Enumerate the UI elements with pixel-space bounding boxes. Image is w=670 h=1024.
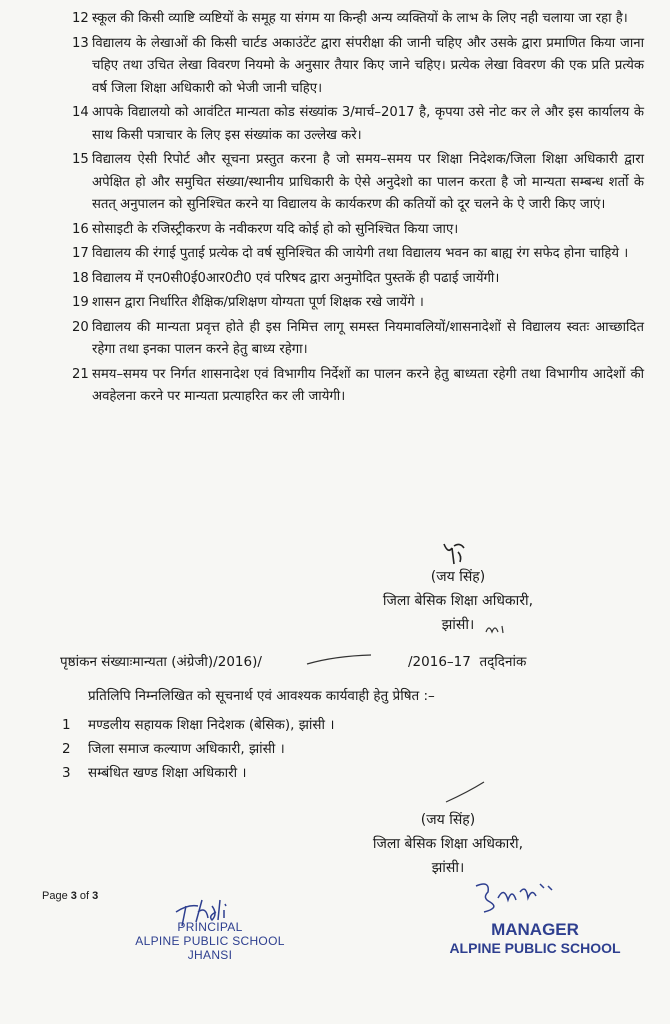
condition-text: शासन द्वारा निर्धारित शैक्षिक/प्रशिक्षण योग्यता पूर्ण शिक्षक रखे जायेंगे । [92,295,424,310]
condition-item [72,292,644,315]
signatory-name: (जय सिंह) [430,569,486,585]
condition-text: विद्यालय के लेखाओं की किसी चार्टड अकाउंटेंट द्वारा संपरीक्षा की जानी चहिए और उसके द्वारा प्रमाणित किया जाना चहिए तथा उचित लेखा विवरण नियमो के अनुसार तैयार किए जाने चहिए। प्रत्येक लेखा विवरण की एक प्रति प्रत्येक वर्ष जिला शिक्षा अधिकारी को भेजी जानी चहिए। [92,35,644,96]
conditions-list [72,8,644,411]
condition-number: 12 [72,11,89,26]
page-number: Page 3 of 3 [42,890,99,902]
condition-text: स्कूल की किसी व्याष्टि व्यष्टियों के समूह या संगम या किन्ही अन्य व्यक्तियों के लाभ के लिए नही चलाया जा रहा है। [92,11,628,26]
manager-stamp [440,920,630,958]
principal-stamp [110,920,310,962]
condition-item [72,268,644,291]
condition-text: सोसाइटी के रजिस्ट्रीकरण के नवीकरण यदि कोई हो को सुनिश्चित किया जाए। [92,221,459,237]
condition-text: विद्यालय में एन0सी0ई0आर0टी0 एवं परिषद द्वारा अनुमोदित पुस्तकें ही पढाई जायेंगी। [92,270,500,286]
condition-item [72,219,644,242]
condition-text: विद्यालय की रंगाई पुताई प्रत्येक दो वर्ष सुनिश्चित की जायेगी तथा विद्यालय भवन का बाह्य रंग सफेद होना चाहिये । [92,246,629,261]
stamp-title: MANAGER [491,920,579,939]
initial-mark-icon [484,622,508,636]
stamp-school: ALPINE PUBLIC SCHOOL [135,934,285,948]
condition-item [72,317,644,362]
condition-item [72,8,644,31]
stamp-school: ALPINE PUBLIC SCHOOL [449,940,621,956]
signatory-name: (जय सिंह) [420,812,476,828]
condition-number: 15 [72,152,89,167]
condition-text: समय–समय पर निर्गत शासनादेश एवं विभागीय निर्देशों का पालन करने हेतु बाध्यता रहेगी तथा विभागीय आदेशों की अवहेलना करने पर मान्यता प्रत्याहरित कर ली जायेगी। [92,366,644,404]
signatory-place: झांसी। [431,860,465,876]
condition-item [72,33,644,101]
copy-recipient: 3 सम्बंधित खण्ड शिक्षा अधिकारी । [62,765,247,781]
condition-text: विद्यालय ऐसी रिपोर्ट और सूचना प्रस्तुत करना है जो समय–समय पर शिक्षा निदेशक/जिला शिक्षा अधिकारी द्वारा अपेक्षित हो और समुचित संख्या/स्थानीय प्राधिकारी के ऐसे अनुदेशो का पालन करता है जो मान्यता सम्बन्ध शर्तो के सतत् अनुपालन को सुनिश्चित करने या विद्यालय के कार्यकरण की कतियों को दूर चलने के ऐ जारी किए जाएं। [92,152,644,212]
condition-number: 16 [72,221,89,237]
condition-text: विद्यालय की मान्यता प्रवृत्त होते ही इस निमित्त लागू समस्त नियमावलियों/शासनादेशों से विद्यालय स्वतः आच्छादित रहेगा तथा इनका पालन करने हेतु बाध्य रहेगा। [92,319,644,357]
condition-text: आपके विद्यालयो को आवंटित मान्यता कोड संख्यांक 3/मार्च–2017 है, कृपया उसे नोट कर ले और इस कार्यालय के साथ किसी पत्राचार के लिए इस संख्यांक का उल्लेख करे। [92,105,644,143]
signature-block-officer-copy [358,808,538,880]
condition-number: 21 [72,366,89,382]
stamp-title: PRINCIPAL [177,920,243,934]
handwritten-dash-icon [305,652,375,668]
condition-number: 13 [72,35,89,51]
copy-recipient: 1 मण्डलीय सहायक शिक्षा निदेशक (बेसिक), झांसी । [62,717,335,733]
signatory-designation: जिला बेसिक शिक्षा अधिकारी, [372,836,524,852]
signatory-designation: जिला बेसिक शिक्षा अधिकारी, [382,593,534,609]
manager-signature-icon [470,878,570,916]
copy-recipient: 2 जिला समाज कल्याण अधिकारी, झांसी । [62,741,285,757]
condition-number: 18 [72,270,89,286]
condition-item [72,364,644,409]
endorsement-reference: पृष्ठांकन संख्याःमान्यता (अंग्रेजी)/2016)/ [60,654,262,670]
condition-number: 17 [72,246,89,261]
signatory-place: झांसी। [441,617,475,633]
copy-intro: प्रतिलिपि निम्नलिखित को सूचनार्थ एवं आवश्यक कार्यवाही हेतु प्रेषित :– [88,688,435,704]
handwritten-stroke-icon [440,780,490,806]
endorsement-date: /2016–17 तद्‌दिनांक [408,654,527,670]
condition-item [72,102,644,147]
copy-recipient-list [62,713,334,785]
stamp-city: JHANSI [187,948,233,962]
condition-item [72,243,644,266]
condition-number: 19 [72,295,89,310]
condition-item [72,149,644,217]
signature-block-officer [368,565,548,637]
condition-number: 20 [72,319,89,335]
condition-number: 14 [72,105,89,120]
